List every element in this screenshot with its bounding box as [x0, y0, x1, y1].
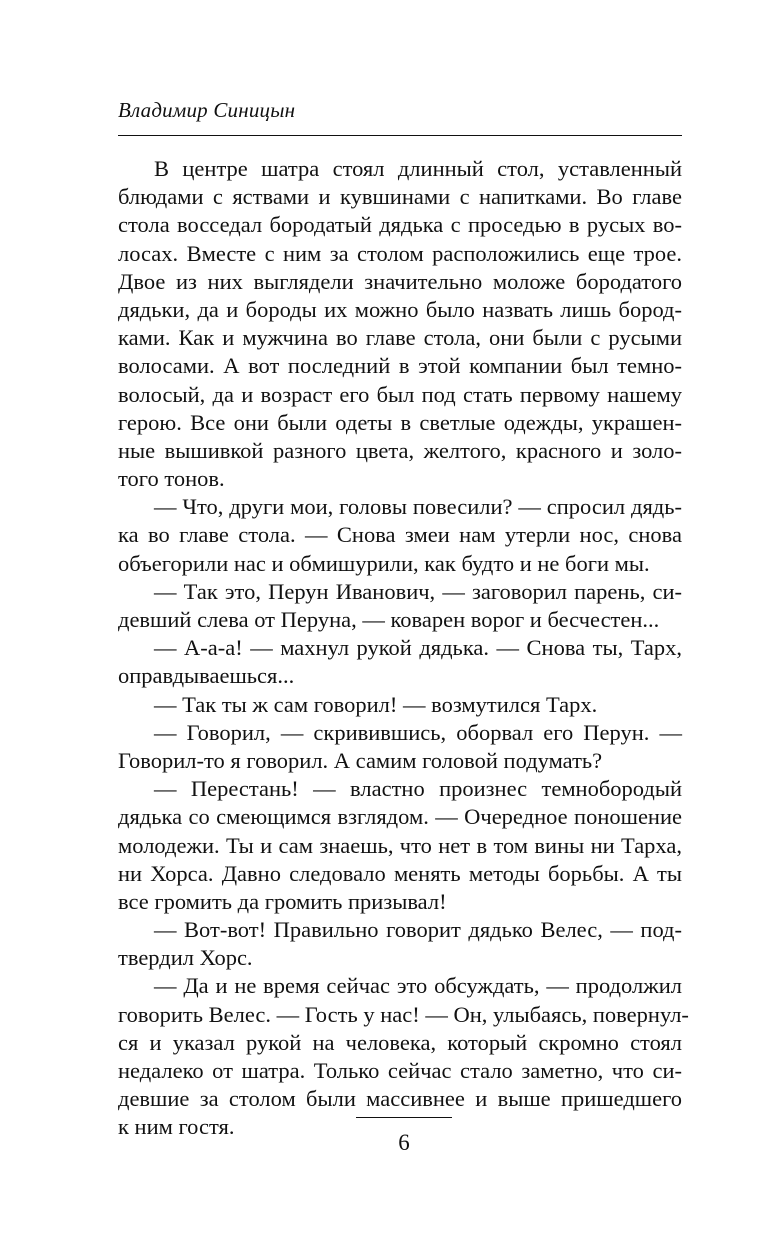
text-line: молодежи. Ты и сам знаешь, что нет в том вины ни Тарха, [118, 832, 682, 858]
text-line: волосый, да и возраст его был под стать первому нашему [118, 381, 682, 407]
footer-divider [356, 1117, 452, 1118]
text-line: В центре шатра стоял длинный стол, уставленный [154, 156, 682, 181]
text-line: ками. Как и мужчина во главе стола, они были с русыми [118, 325, 682, 351]
text-line: говорить Велес. — Гость у нас! — Он, улыбаясь, повернул- [118, 1001, 689, 1027]
text-line: все громить да громить призывал! [118, 888, 447, 914]
text-line: волосами. А вот последний в этой компании был темно- [118, 353, 682, 379]
text-line: недалеко от шатра. Только сейчас стало заметно, что си- [118, 1058, 682, 1083]
text-line: — Перестань! — властно произнес темнобородый [154, 776, 682, 802]
text-line: дядьки, да и бороды их можно было назвать лишь бород- [118, 296, 682, 322]
text-line: девший слева от Перуна, — коварен ворог и бесчестен... [118, 607, 660, 632]
text-line: лосах. Вместе с ним за столом расположились еще трое. [118, 240, 682, 266]
text-line: — Что, други мои, головы повесили? — спросил дядь- [154, 494, 682, 520]
text-line: ся и указал рукой на человека, который скромно стоял [118, 1029, 682, 1055]
text-line: — Так это, Перун Иванович, — заговорил парень, си- [154, 578, 682, 604]
text-line: Двое из них выглядели значительно моложе бородатого [118, 268, 682, 294]
text-line: — Вот-вот! Правильно говорит дядько Велес, — под- [154, 917, 682, 943]
text-line: того тонов. [118, 466, 225, 492]
header-divider [118, 135, 682, 136]
text-line: ка во главе стола. — Снова змеи нам утерли нос, снова [118, 522, 682, 548]
text-line: оправдываешься... [118, 663, 295, 689]
text-line: — Да и не время сейчас это обсуждать, — продолжил [154, 973, 682, 999]
text-line: дядька со смеющимся взглядом. — Очередное поношение [118, 804, 682, 830]
text-line: герою. Все они были одеты в светлые одежды, украшен- [118, 409, 682, 435]
text-line: объегорили нас и обмишурили, как будто и не боги мы. [118, 550, 650, 576]
text-line: блюдами с яствами и кувшинами с напитками. Во главе [118, 184, 682, 210]
text-line: стола восседал бородатый дядька с проседью в русых во- [118, 212, 682, 238]
text-line: — А-а-а! — махнул рукой дядька. — Снова ты, Тарх, [154, 635, 682, 661]
running-header-author: Владимир Синицын [118, 98, 296, 122]
text-line: к ним гостя. [118, 1114, 235, 1140]
text-line: ные вышивкой разного цвета, желтого, красного и золо- [118, 437, 682, 463]
text-line: — Так ты ж сам говорил! — возмутился Тарх. [154, 691, 598, 717]
text-line: — Говорил, — скривившись, оборвал его Перун. — [154, 719, 682, 745]
text-line: Говорил-то я говорил. А самим головой подумать? [118, 747, 603, 773]
text-line: ни Хорса. Давно следовало менять методы борьбы. А ты [118, 860, 682, 886]
text-line: твердил Хорс. [118, 945, 253, 971]
body-text [118, 155, 689, 1142]
text-line: девшие за столом были массивнее и выше пришедшего [118, 1086, 682, 1112]
page-number: 6 [398, 1130, 410, 1155]
